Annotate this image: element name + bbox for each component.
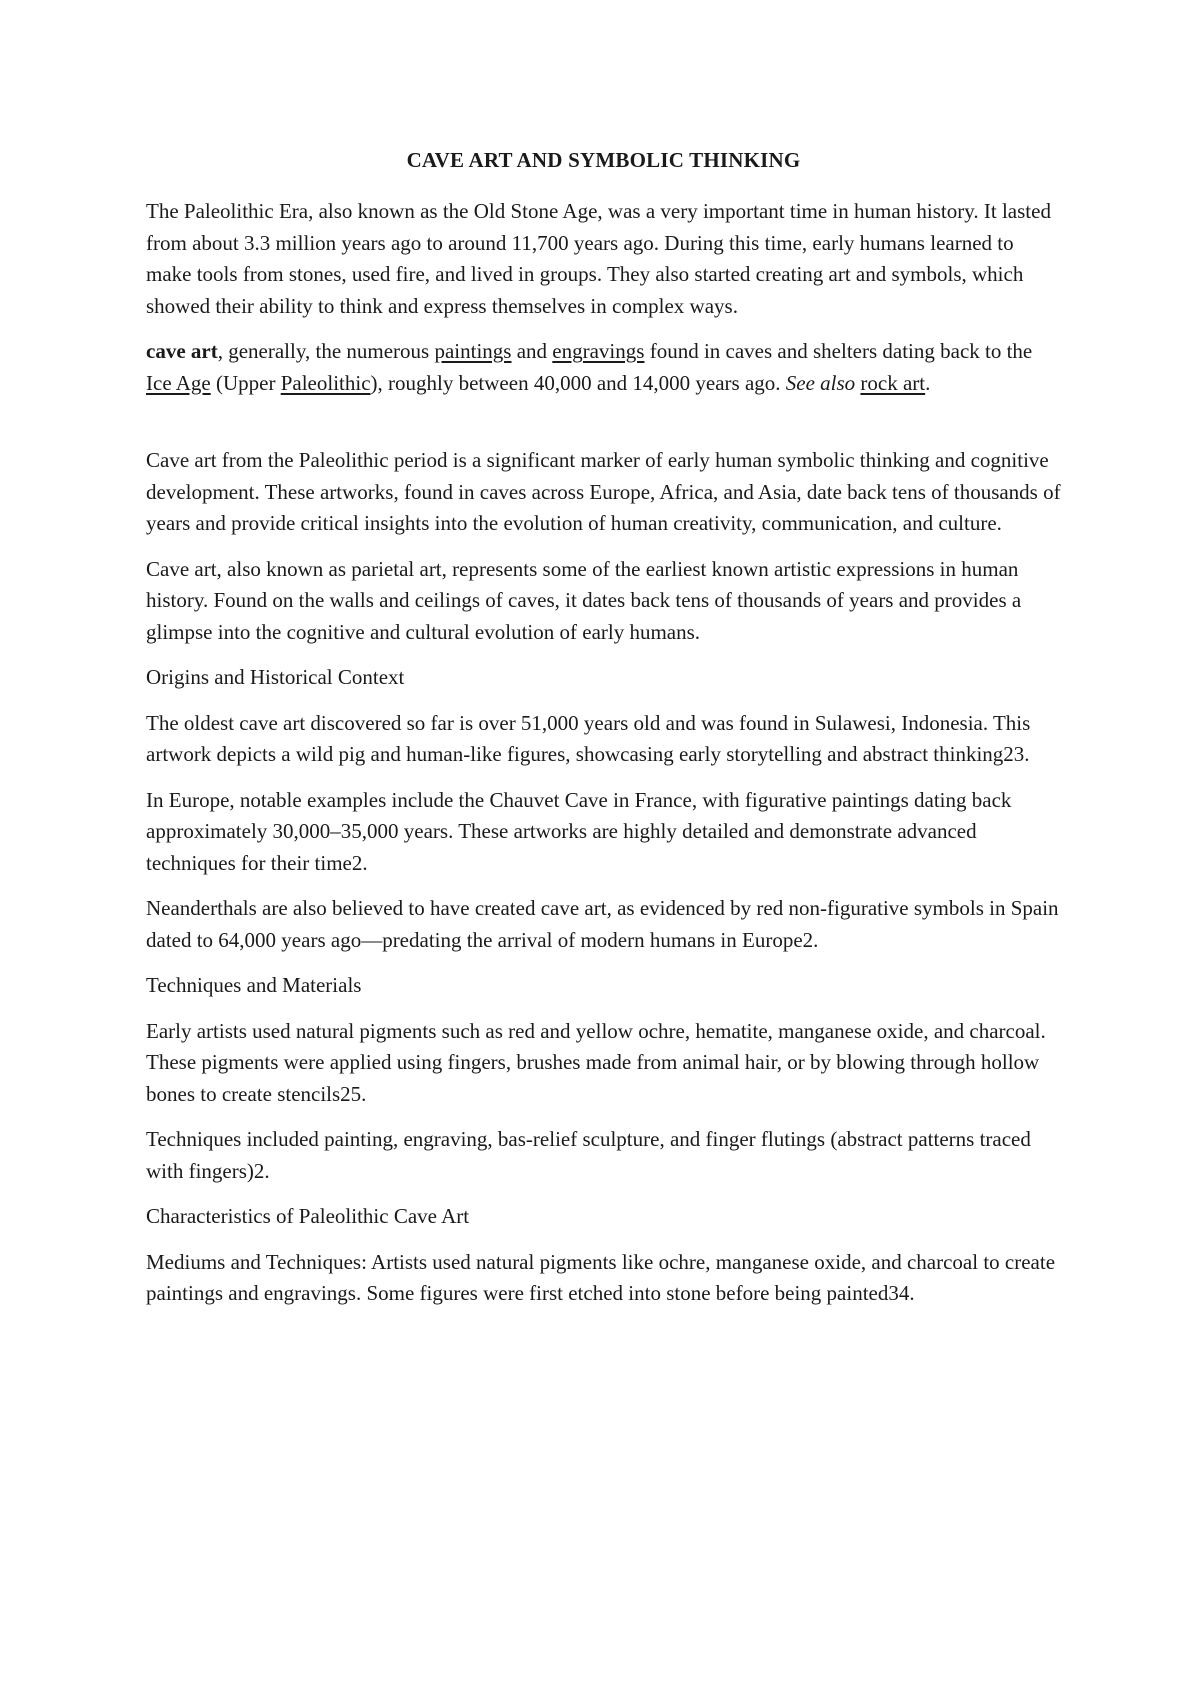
link-paleolithic[interactable]: Paleolithic: [280, 370, 371, 395]
see-also-label: See also: [785, 370, 856, 395]
body-paragraph: Cave art, also known as parietal art, represents some of the earliest known artistic expressions in human history. Found on the walls and ceilings of caves, it dates back tens of thousands of years and provides a glimpse into the cognitive and cultural evolution of early humans.: [146, 556, 1022, 644]
definition-text: found in caves and shelters dating back to the: [644, 339, 1033, 363]
body-paragraph: Neanderthals are also believed to have created cave art, as evidenced by red non-figurative symbols in Spain dated to 64,000 years ago—predating the arrival of modern humans in Europe2.: [146, 896, 1059, 952]
definition-text: (Upper: [210, 370, 281, 395]
body-paragraph: Mediums and Techniques: Artists used natural pigments like ochre, manganese oxide, and charcoal to create paintings and engravings. Some figures were first etched into stone before being painted34.: [146, 1249, 1056, 1305]
section-heading: Characteristics of Paleolithic Cave Art: [146, 1204, 470, 1228]
definition-term: cave art: [146, 339, 218, 363]
body-paragraph: Cave art from the Paleolithic period is a significant marker of early human symbolic thinking and cognitive development. These artworks, found in caves across Europe, Africa, and Asia, date back tens of thousands of years and provide critical insights into the evolution of human creativity, communication, and culture.: [146, 448, 1061, 535]
document-body: [146, 140, 1061, 1324]
definition-paragraph: [146, 336, 1061, 399]
body-paragraph: The oldest cave art discovered so far is over 51,000 years old and was found in Sulawesi, Indonesia. This artwork depicts a wild pig and human-like figures, showcasing early storytelling and abstract thinking23.: [146, 710, 1031, 766]
link-rock-art[interactable]: rock art: [860, 370, 926, 395]
body-paragraph: In Europe, notable examples include the Chauvet Cave in France, with figurative paintings dating back approximately 30,000–35,000 years. These artworks are highly detailed and demonstrate advanced techniques for their time2.: [146, 787, 1012, 875]
link-ice-age[interactable]: Ice Age: [146, 370, 211, 395]
body-paragraph: Techniques included painting, engraving, bas-relief sculpture, and finger flutings (abstract patterns traced with fingers)2.: [146, 1127, 1031, 1183]
link-engravings[interactable]: engravings: [552, 339, 645, 363]
definition-text: and: [511, 339, 553, 363]
document-title: CAVE ART AND SYMBOLIC THINKING: [406, 148, 801, 172]
definition-text: .: [925, 370, 931, 395]
body-paragraph: Early artists used natural pigments such as red and yellow ochre, hematite, manganese oxide, and charcoal. These pigments were applied using fingers, brushes made from animal hair, or by blowing through hollow bones to create stencils25.: [146, 1018, 1046, 1106]
link-paintings[interactable]: paintings: [434, 339, 512, 363]
section-heading: Techniques and Materials: [146, 973, 362, 997]
intro-paragraph: The Paleolithic Era, also known as the Old Stone Age, was a very important time in human history. It lasted from about 3.3 million years ago to around 11,700 years ago. During this time, early humans learned to make tools from stones, used fire, and lived in groups. They also started creating art and symbols, which showed their ability to think and express themselves in complex ways.: [146, 199, 1051, 318]
section-heading: Origins and Historical Context: [146, 665, 405, 689]
definition-text: ), roughly between 40,000 and 14,000 years ago.: [370, 370, 786, 395]
definition-text: , generally, the numerous: [217, 339, 435, 363]
